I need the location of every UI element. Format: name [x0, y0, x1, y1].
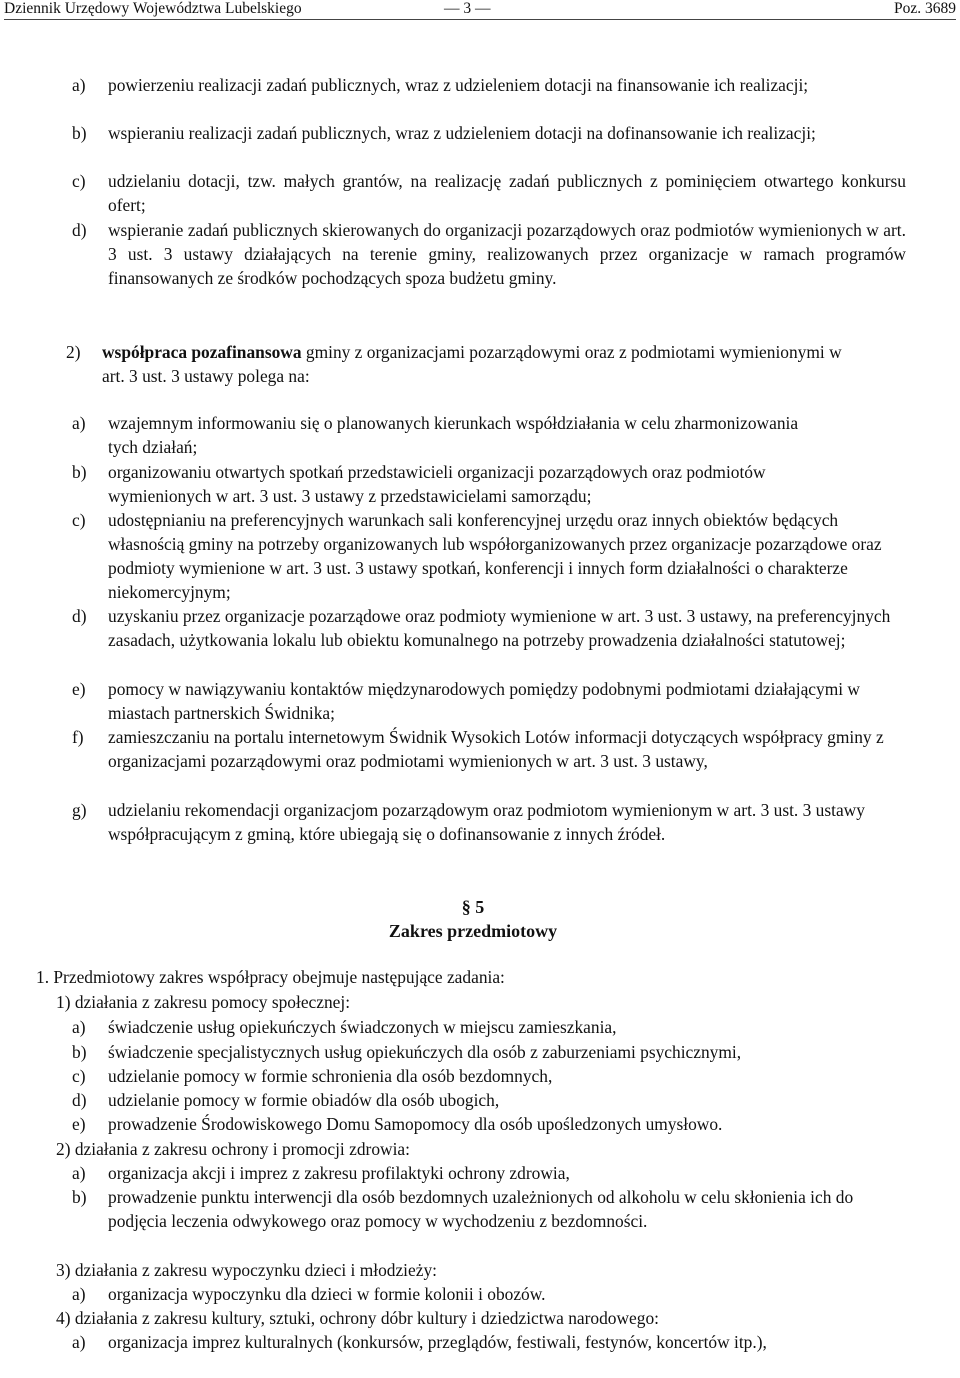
list-item: f) zamieszczaniu na portalu internetowym Świdnik Wysokich Lotów informacji dotyczących współpracy gminy z organizacjami pozarządowymi oraz podmiotami wymienionych w art. 3 ust. 3 ustawy, [72, 727, 884, 771]
list-item: a) organizacja akcji i imprez z zakresu profilaktyki ochrony zdrowia, [72, 1163, 570, 1183]
section-number: § 5 [461, 897, 485, 917]
journal-title: Dziennik Urzędowy Województwa Lubelskiego [4, 0, 302, 17]
list-item: a) powierzeniu realizacji zadań publicznych, wraz z udzieleniem dotacji na finansowanie ich realizacji; [72, 75, 809, 95]
list-item: e) pomocy w nawiązywaniu kontaktów międzynarodowych pomiędzy podobnymi podmiotami działającymi w miastach partnerskich Świdnika; [72, 679, 860, 723]
position-number: Poz. 3689 [894, 0, 956, 17]
group-heading: 3) działania z zakresu wypoczynku dzieci i młodzieży: [56, 1260, 437, 1280]
list-item: b) prowadzenie punktu interwencji dla osób bezdomnych uzależnionych od alkoholu w celu skłonienia ich do podjęcia leczenia odwykowego oraz pomocy w wychodzeniu z bezdomności. [72, 1187, 854, 1231]
list-item: d) uzyskaniu przez organizacje pozarządowe oraz podmioty wymienione w art. 3 ust. 3 ustawy, na preferencyjnych zasadach, użytkowania lokalu lub obiektu komunalnego na potrzeby prowadzenia działalności statutowej; [72, 606, 891, 650]
list-item: b) wspieraniu realizacji zadań publicznych, wraz z udzieleniem dotacji na dofinansowanie ich realizacji; [72, 123, 816, 143]
list-item: d) udzielanie pomocy w formie obiadów dla osób ubogich, [72, 1090, 500, 1110]
group-heading: 1) działania z zakresu pomocy społecznej: [56, 992, 351, 1012]
point-2: 2) współpraca pozafinansowa gminy z organizacjami pozarządowymi oraz z podmiotami wymienionymi w art. 3 ust. 3 ustawy polega na: [66, 342, 842, 386]
page-header [4, 0, 956, 22]
list-item: b) organizowaniu otwartych spotkań przedstawicieli organizacji pozarządowych oraz podmiotów wymienionych w art. 3 ust. 3 ustawy z przedstawicielami samorządu; [72, 462, 766, 506]
list-item: a) wzajemnym informowaniu się o planowanych kierunkach współdziałania w celu zharmonizowania tych działań; [72, 413, 799, 457]
list-item: g) udzielaniu rekomendacji organizacjom pozarządowym oraz podmiotom wymienionym w art. 3 ust. 3 ustawy współpracującym z gminą, które ubiegają się o dofinansowanie z innych źródeł. [72, 800, 865, 844]
list-item: d) wspieranie zadań publicznych skierowanych do organizacji pozarządowych oraz podmiotów wymienionych w art. 3 ust. 3 ustawy działających na terenie gminy, realizowanych przez organizacje w ramach programów finansowanych ze środków pochodzących spoza budżetu gminy. [72, 220, 906, 288]
section-title: Zakres przedmiotowy [388, 921, 558, 941]
group-heading: 4) działania z zakresu kultury, sztuki, ochrony dóbr kultury i dziedzictwa narodowego: [56, 1308, 659, 1328]
list-item: a) organizacja wypoczynku dla dzieci w formie kolonii i obozów. [72, 1284, 546, 1304]
list-item: b) świadczenie specjalistycznych usług opiekuńczych dla osób z zaburzeniami psychicznymi, [72, 1042, 742, 1062]
list-item: c) udostępnianiu na preferencyjnych warunkach sali konferencyjnej urzędu oraz innych obiektów będących własnością gminy na potrzeby organizowanych lub współorganizowanych przez organizacje pozarządowe oraz podmioty wymienione w art. 3 ust. 3 ustawy spotkań, konferencji i innych form działalności o charakterze niekomercyjnym; [72, 510, 882, 602]
list-item: a) organizacja imprez kulturalnych (konkursów, przeglądów, festiwali, festynów, koncertów itp.), [72, 1332, 767, 1352]
list-item: a) świadczenie usług opiekuńczych świadczonych w miejscu zamieszkania, [72, 1017, 617, 1037]
section-intro: 1. Przedmiotowy zakres współpracy obejmuje następujące zadania: [36, 967, 505, 987]
list-item: c) udzielanie pomocy w formie schronienia dla osób bezdomnych, [72, 1066, 553, 1086]
point-2-bold: współpraca pozafinansowa [102, 342, 302, 362]
header-rule [4, 19, 956, 20]
group-heading: 2) działania z zakresu ochrony i promocji zdrowia: [56, 1139, 410, 1159]
page-number: — 3 — [444, 0, 491, 17]
list-item: c) udzielaniu dotacji, tzw. małych grantów, na realizację zadań publicznych z pominięciem otwartego konkursu ofert; [72, 171, 906, 215]
list-item: e) prowadzenie Środowiskowego Domu Samopomocy dla osób upośledzonych umysłowo. [72, 1114, 723, 1134]
